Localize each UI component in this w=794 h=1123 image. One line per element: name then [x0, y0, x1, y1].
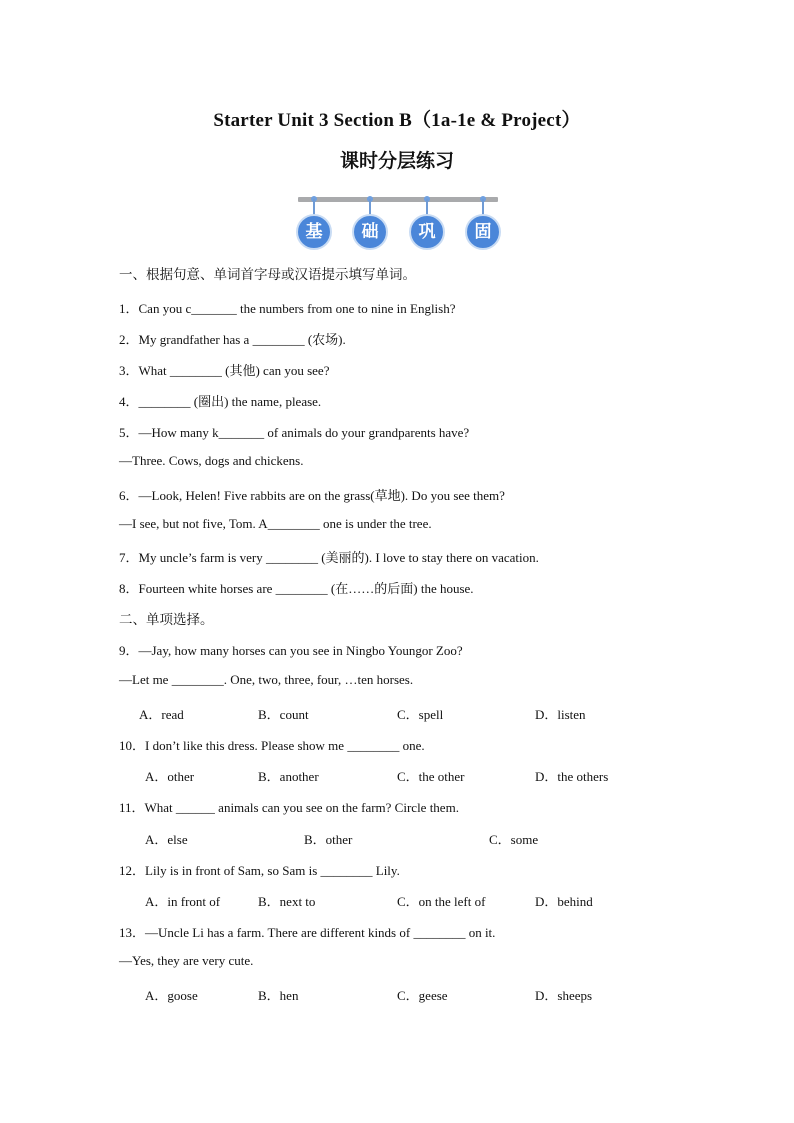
option-a: A．other [145, 769, 195, 784]
question-line: —I see, but not five, Tom. A________ one is under the tree. [119, 516, 432, 531]
question-line: 10．I don’t like this dress. Please show me ________ one. [119, 738, 425, 753]
option-b: B．count [258, 707, 309, 722]
question-line: 5．—How many k_______ of animals do your grandparents have? [119, 425, 470, 440]
banner-badge: 固 [465, 214, 501, 250]
option-d: D．listen [535, 707, 586, 722]
question-line: 2．My grandfather has a ________ (农场). [119, 332, 346, 347]
question-line: 12．Lily is in front of Sam, so Sam is ________ Lily. [119, 863, 400, 878]
banner-badge: 基 [296, 214, 332, 250]
option-a: A．in front of [145, 894, 221, 909]
option-a: A．goose [145, 988, 198, 1003]
option-b: B．another [258, 769, 319, 784]
option-c: C．on the left of [397, 894, 486, 909]
option-b: B．hen [258, 988, 299, 1003]
option-d: D．sheeps [535, 988, 593, 1003]
question-line: 3．What ________ (其他) can you see? [119, 363, 330, 378]
page-subtitle: 课时分层练习 [339, 150, 454, 172]
option-c: C．the other [397, 769, 465, 784]
banner-bar [298, 197, 498, 202]
section-banner [298, 195, 498, 251]
question-line: 11．What ______ animals can you see on the farm? Circle them. [119, 800, 459, 815]
option-b: B．next to [258, 894, 316, 909]
option-b: B．other [304, 832, 353, 847]
question-line: —Yes, they are very cute. [119, 953, 254, 968]
question-line: —Let me ________. One, two, three, four, …ten horses. [119, 672, 414, 687]
question-line: 4．________ (圈出) the name, please. [119, 394, 322, 409]
question-line: 7．My uncle’s farm is very ________ (美丽的). I love to stay there on vacation. [119, 550, 539, 565]
option-c: C．some [489, 832, 539, 847]
banner-stem [313, 199, 315, 215]
banner-stem [482, 199, 484, 215]
option-a: A．else [145, 832, 188, 847]
option-a: A．read [139, 707, 184, 722]
question-line: 9．—Jay, how many horses can you see in Ningbo Youngor Zoo? [119, 643, 463, 658]
question-line: 13．—Uncle Li has a farm. There are different kinds of ________ on it. [119, 925, 496, 940]
question-line: 8．Fourteen white horses are ________ (在……的后面) the house. [119, 581, 474, 596]
question-line: 1．Can you c_______ the numbers from one to nine in English? [119, 301, 456, 316]
option-d: D．behind [535, 894, 593, 909]
banner-stem [426, 199, 428, 215]
section-heading: 二、单项选择。 [119, 612, 214, 628]
banner-stem [369, 199, 371, 215]
section-heading: 一、根据句意、单词首字母或汉语提示填写单词。 [119, 267, 416, 283]
question-line: —Three. Cows, dogs and chickens. [119, 453, 304, 468]
banner-badge: 础 [352, 214, 388, 250]
option-d: D．the others [535, 769, 609, 784]
option-c: C．geese [397, 988, 448, 1003]
page-title: Starter Unit 3 Section B（1a-1e & Project） [213, 110, 581, 131]
question-line: 6．—Look, Helen! Five rabbits are on the grass(草地). Do you see them? [119, 488, 505, 503]
option-c: C．spell [397, 707, 444, 722]
banner-badge: 巩 [409, 214, 445, 250]
